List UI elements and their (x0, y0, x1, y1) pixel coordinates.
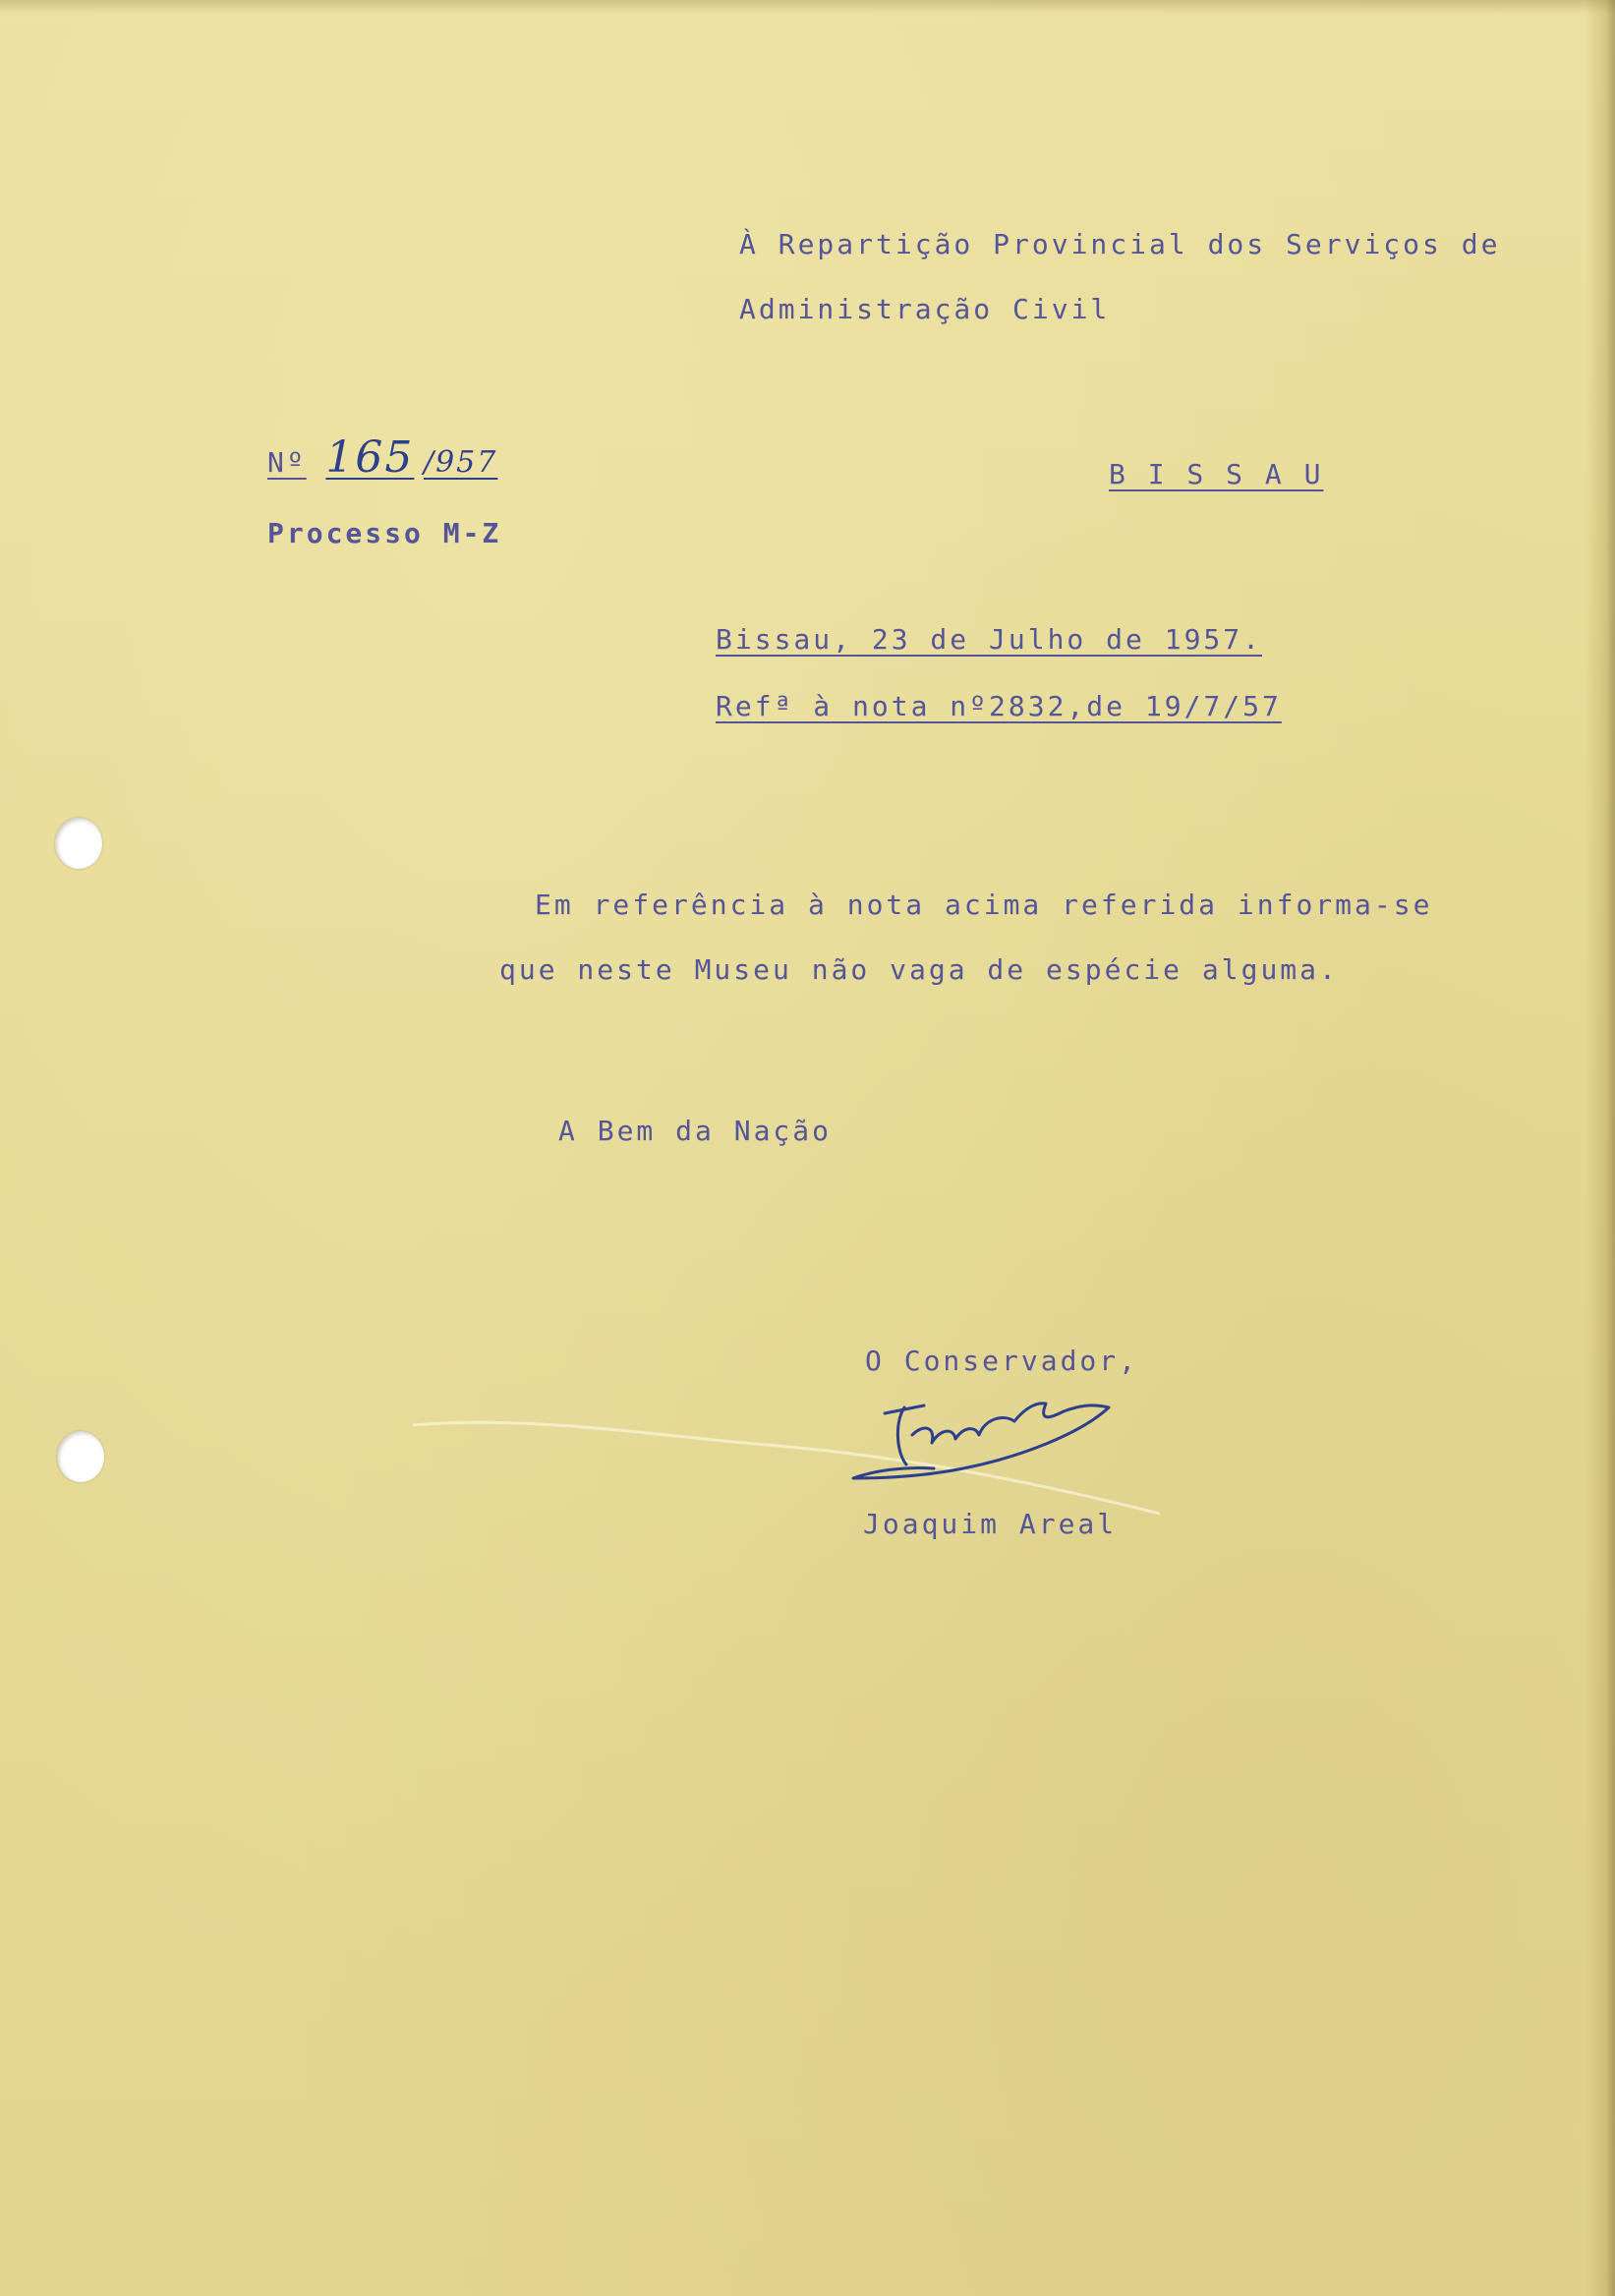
destination-city: B I S S A U (1109, 458, 1324, 490)
handwritten-number: 165 (325, 432, 415, 483)
reference-line: Refª à nota nº2832,de 19/7/57 (716, 690, 1282, 722)
closing-salutation: A Bem da Nação (558, 1115, 833, 1147)
addressee-line-1: À Repartição Provincial dos Serviços de (739, 228, 1501, 260)
signature-name: Joaquim Areal (863, 1508, 1118, 1540)
addressee-line-2: Administração Civil (739, 293, 1111, 325)
paper-top-edge (0, 0, 1615, 14)
number-year: /957 (423, 445, 498, 480)
body-line-1: Em referência à nota acima referida informa-se (535, 889, 1433, 921)
date-line: Bissau, 23 de Julho de 1957. (716, 623, 1263, 656)
punch-hole-top (55, 818, 102, 869)
number-prefix: Nº (267, 446, 307, 479)
document-number (267, 432, 497, 483)
paper-right-edge (1586, 0, 1615, 2296)
process-reference: Processo M-Z (267, 517, 502, 549)
handwritten-signature (845, 1384, 1180, 1492)
punch-hole-bottom (57, 1431, 104, 1482)
body-line-2: que neste Museu não vaga de espécie alguma. (499, 953, 1339, 986)
signature-title: O Conservador, (865, 1345, 1139, 1377)
